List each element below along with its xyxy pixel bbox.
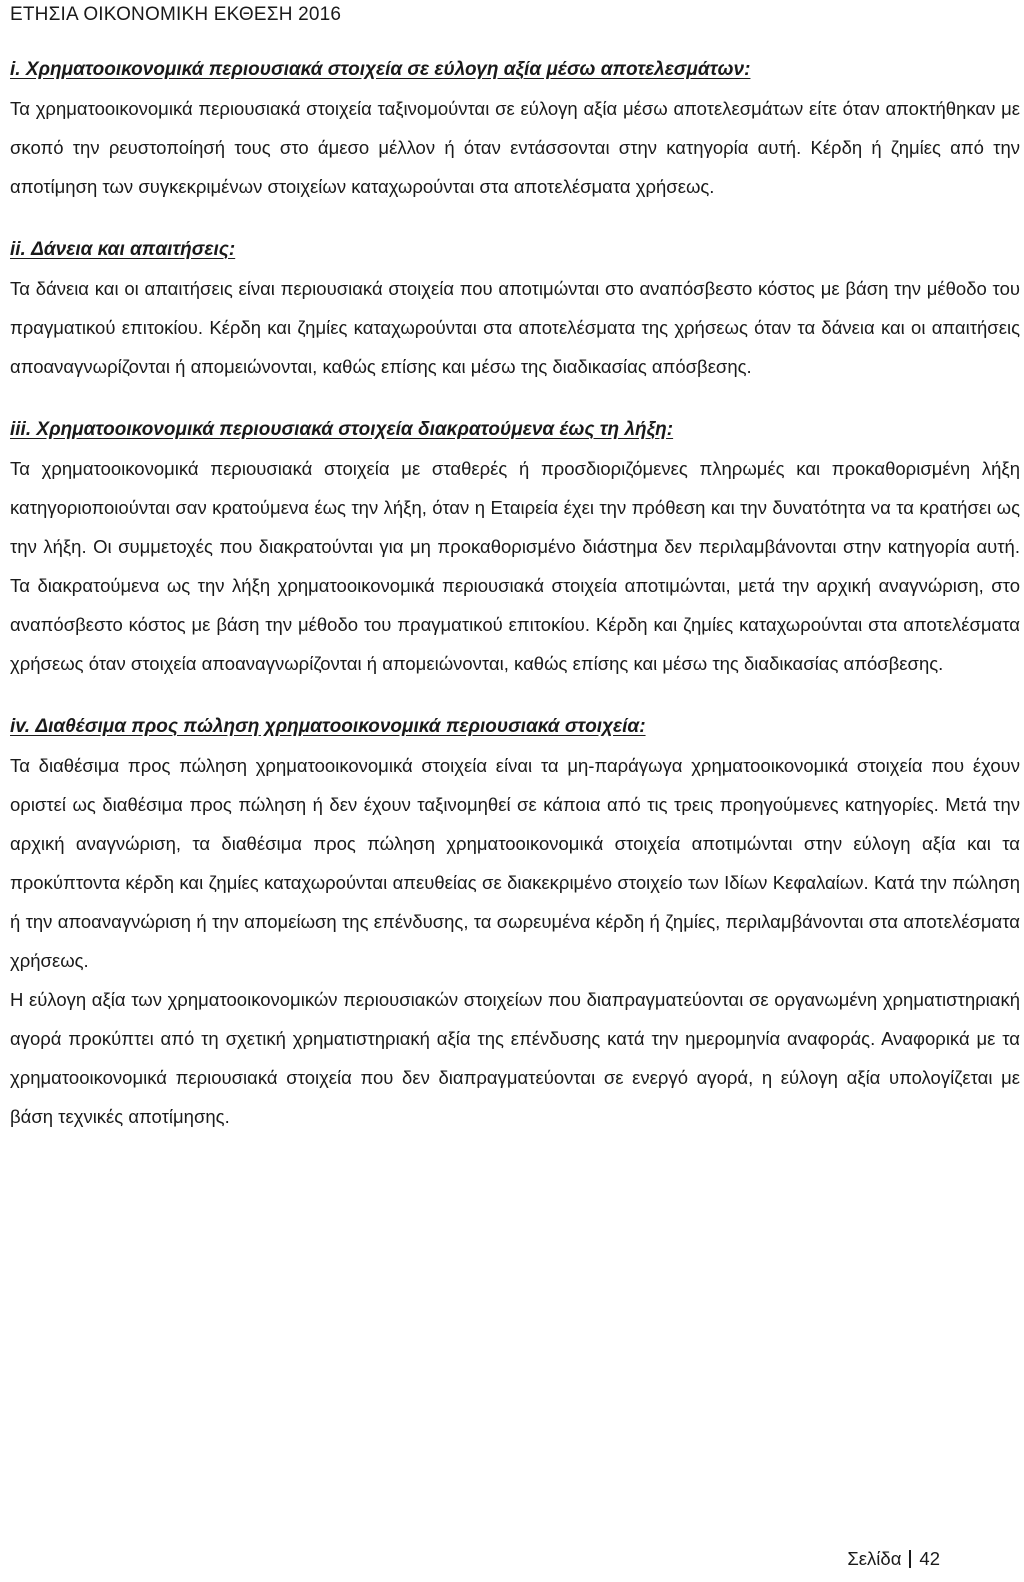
- paragraph: Τα χρηματοοικονομικά περιουσιακά στοιχεία ταξινομούνται σε εύλογη αξία μέσω αποτελεσμάτων είτε όταν αποκτήθηκαν με σκοπό την ρευστοποίησή τους στο άμεσο μέλλον ή όταν εντάσσονται στην κατηγορία αυτή. Κέρδη ή ζημίες από την αποτίμηση των συγκεκριμένων στοιχείων καταχωρούνται στα αποτελέσματα χρήσεως.: [10, 98, 1020, 197]
- document-body: [10, 50, 1020, 1160]
- section-heading: iv. Διαθέσιμα προς πώληση χρηματοοικονομικά περιουσιακά στοιχεία:: [10, 716, 646, 737]
- paragraph: Η εύλογη αξία των χρηματοοικονομικών περιουσιακών στοιχείων που διαπραγματεύονται σε οργανωμένη χρηματιστηριακή αγορά προκύπτει από τη σχετική χρηματιστηριακή αξία της επένδυσης κατά την ημερομηνία αναφοράς. Αναφορικά με τα χρηματοοικονομικά περιουσιακά στοιχεία που δεν διαπραγματεύονται σε ενεργό αγορά, η εύλογη αξία υπολογίζεται με βάση τεχνικές αποτίμησης.: [10, 989, 1020, 1127]
- page-number: 42: [919, 1548, 940, 1569]
- page-label: Σελίδα: [847, 1548, 902, 1569]
- paragraph: Τα χρηματοοικονομικά περιουσιακά στοιχεία με σταθερές ή προσδιοριζόμενες πληρωμές και προκαθορισμένη λήξη κατηγοριοποιούνται σαν κρατούμενα έως την λήξη, όταν η Εταιρεία έχει την πρόθεση και την δυνατότητα να τα κρατήσει ως την λήξη. Οι συμμετοχές που διακρατούνται για μη προκαθορισμένο διάστημα δεν περιλαμβάνονται στην κατηγορία αυτή. Τα διακρατούμενα ως την λήξη χρηματοοικονομικά περιουσιακά στοιχεία αποτιμώνται, μετά την αρχική αναγνώριση, στο αναπόσβεστο κόστος με βάση την μέθοδο του πραγματικού επιτοκίου. Κέρδη και ζημίες καταχωρούνται στα αποτελέσματα χρήσεως όταν στοιχεία αποαναγνωρίζονται ή απομειώνονται, καθώς επίσης και μέσω της διαδικασίας απόσβεσης.: [10, 458, 1020, 674]
- section-heading: ii. Δάνεια και απαιτήσεις:: [10, 239, 236, 260]
- footer-separator: [909, 1550, 911, 1568]
- section-held-to-maturity: [10, 410, 1020, 683]
- page-footer: [847, 1548, 940, 1570]
- section-heading: iii. Χρηματοοικονομικά περιουσιακά στοιχεία διακρατούμενα έως τη λήξη:: [10, 419, 674, 440]
- running-header: ΕΤΗΣΙΑ ΟΙΚΟΝΟΜΙΚΗ ΕΚΘΕΣΗ 2016: [10, 4, 342, 25]
- section-heading: i. Χρηματοοικονομικά περιουσιακά στοιχεία σε εύλογη αξία μέσω αποτελεσμάτων:: [10, 59, 751, 80]
- paragraph: Τα διαθέσιμα προς πώληση χρηματοοικονομικά στοιχεία είναι τα μη-παράγωγα χρηματοοικονομικά στοιχεία που έχουν οριστεί ως διαθέσιμα προς πώληση ή δεν έχουν ταξινομηθεί σε κάποια από τις τρεις προηγούμενες κατηγορίες. Μετά την αρχική αναγνώριση, τα διαθέσιμα προς πώληση χρηματοοικονομικά στοιχεία αποτιμώνται στην εύλογη αξία και τα προκύπτοντα κέρδη και ζημίες καταχωρούνται απευθείας σε διακεκριμένο στοιχείο των Ιδίων Κεφαλαίων. Κατά την πώληση ή την αποαναγνώριση ή την απομείωση της επένδυσης, τα σωρευμένα κέρδη ή ζημίες, περιλαμβάνονται στα αποτελέσματα χρήσεως.: [10, 755, 1020, 971]
- section-fair-value-through-profit: [10, 50, 1020, 206]
- section-loans-receivables: [10, 230, 1020, 386]
- paragraph: Τα δάνεια και οι απαιτήσεις είναι περιουσιακά στοιχεία που αποτιμώνται στο αναπόσβεστο κόστος με βάση την μέθοδο του πραγματικού επιτοκίου. Κέρδη και ζημίες καταχωρούνται στα αποτελέσματα της χρήσεως όταν τα δάνεια και οι απαιτήσεις αποαναγνωρίζονται ή απομειώνονται, καθώς επίσης και μέσω της διαδικασίας απόσβεσης.: [10, 278, 1020, 377]
- section-available-for-sale: [10, 707, 1020, 1136]
